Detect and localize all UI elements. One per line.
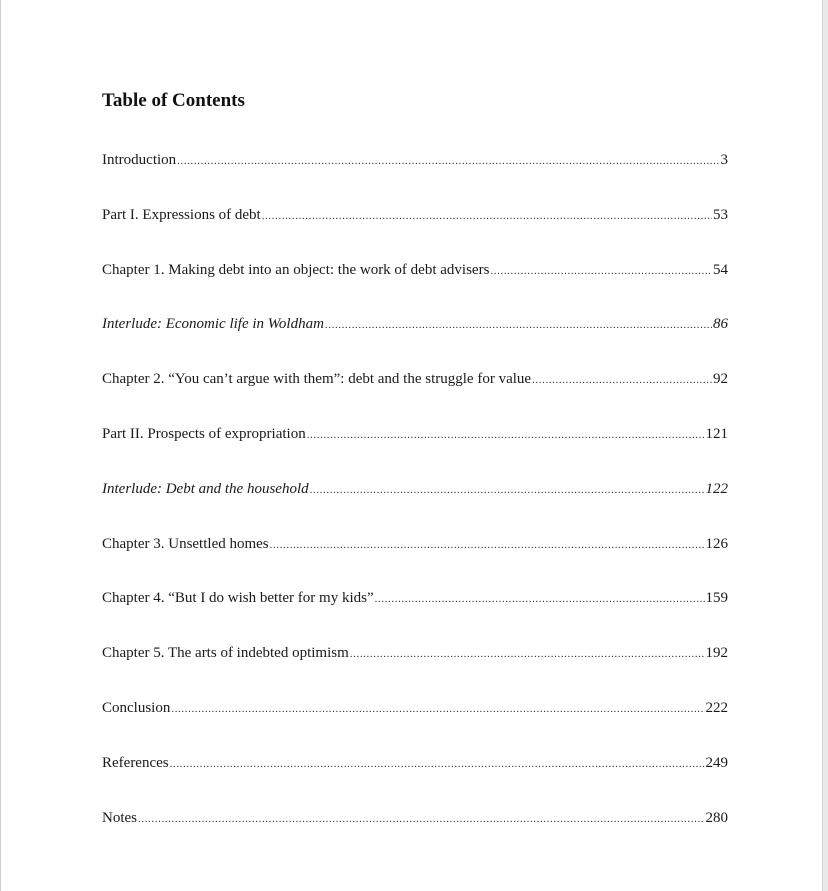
toc-entry[interactable] [102,588,728,608]
toc-entry[interactable] [102,753,728,773]
toc-entry[interactable] [102,205,728,225]
toc-entry-label: References [102,754,169,771]
toc-entry-page-number: 192 [705,645,728,662]
toc-entry-label: Introduction [102,152,177,168]
dot-leader [177,151,719,171]
toc-entry-label: Chapter 1. Making debt into an object: the work of debt advisers [102,261,490,278]
dot-leader [270,535,705,555]
toc-entry[interactable] [102,698,728,718]
toc-entry-label: Conclusion [102,699,171,716]
toc-entry[interactable] [102,314,728,334]
toc-entry-page-number: 3 [720,152,728,168]
toc-entry-page-number: 92 [713,371,728,388]
toc-entry-label: Part II. Prospects of expropriation [102,425,306,442]
toc-entry[interactable] [102,150,728,170]
toc-entry-label: Notes [102,809,137,826]
toc-entry[interactable] [102,479,728,499]
toc-entry[interactable] [102,424,728,444]
toc-entry-page-number: 122 [705,480,728,497]
dot-leader [170,754,705,774]
toc-heading: Table of Contents [102,90,245,111]
toc-entry-label: Interlude: Economic life in Woldham [102,316,324,333]
toc-entry-label: Chapter 4. “But I do wish better for my kids” [102,590,374,607]
toc-entry-label: Chapter 2. “You can’t argue with them”: debt and the struggle for value [102,371,532,388]
toc-entry-label: Chapter 5. The arts of indebted optimism [102,645,349,662]
dot-leader [307,425,705,445]
toc-list [102,150,728,862]
toc-entry-page-number: 54 [713,261,728,278]
dot-leader [375,589,705,609]
dot-leader [325,315,712,335]
dot-leader [490,261,712,281]
dot-leader [138,809,705,829]
toc-entry-page-number: 121 [705,425,728,442]
toc-entry[interactable] [102,643,728,663]
toc-entry[interactable] [102,369,728,389]
toc-entry[interactable] [102,260,728,280]
toc-entry-page-number: 126 [705,535,728,552]
toc-entry[interactable] [102,808,728,828]
dot-leader [350,644,705,664]
toc-entry-page-number: 86 [713,316,728,333]
toc-entry-page-number: 280 [705,809,728,826]
dot-leader [262,206,712,226]
toc-entry-page-number: 53 [713,206,728,223]
toc-entry-label: Part I. Expressions of debt [102,206,261,223]
toc-entry-label: Interlude: Debt and the household [102,480,309,497]
toc-entry-label: Chapter 3. Unsettled homes [102,535,269,552]
toc-entry-page-number: 222 [705,699,728,716]
toc-entry[interactable] [102,534,728,554]
dot-leader [532,370,712,390]
toc-entry-page-number: 159 [705,590,728,607]
toc-entry-page-number: 249 [705,754,728,771]
dot-leader [171,699,704,719]
dot-leader [310,480,705,500]
